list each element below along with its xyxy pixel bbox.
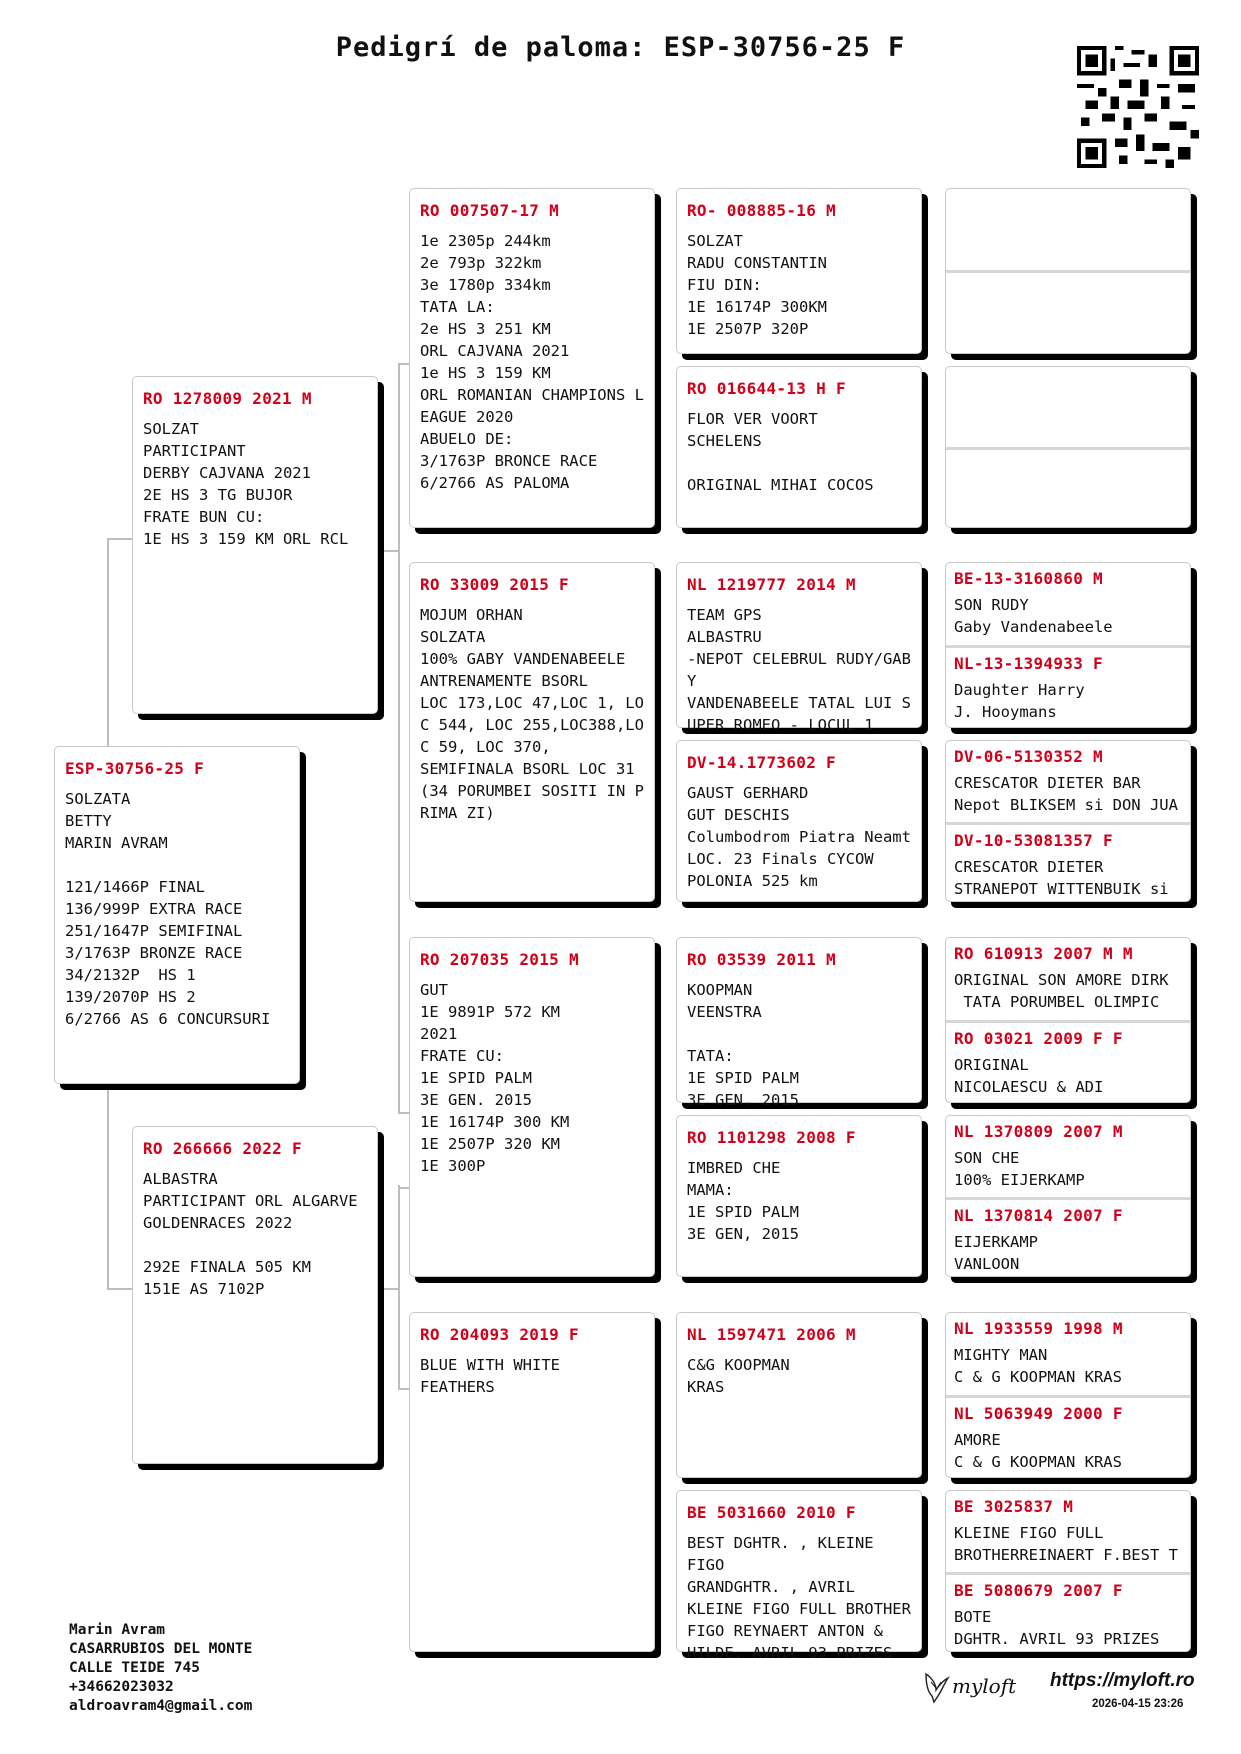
great-grandparent-card[interactable] xyxy=(676,1312,922,1478)
ancestor-slot[interactable] xyxy=(946,1491,1190,1572)
ancestor-pair-card[interactable] xyxy=(945,740,1191,902)
pigeon-details: MOJUM ORHAN SOLZATA 100% GABY VANDENABEELE ANTRENAMENTE BSORL LOC 173,LOC 47,LOC 1, LOC 544, LOC 255,LOC388,LOC 59, LOC 370, SEMIFINALA BSORL LOC 31 (34 PORUMBEI SOSITI IN PRIMA ZI) xyxy=(420,606,644,822)
ring-id: DV-14.1773602 F xyxy=(687,753,836,772)
ring-id: NL 5063949 2000 F xyxy=(954,1404,1123,1423)
sire-card[interactable] xyxy=(132,376,378,714)
ring-id: NL 1370814 2007 F xyxy=(954,1206,1123,1225)
website-link[interactable]: https://myloft.ro xyxy=(1050,1670,1195,1691)
owner-contact xyxy=(69,1621,252,1716)
ancestor-pair-card[interactable] xyxy=(945,1115,1191,1277)
pigeon-details: ALBASTRA PARTICIPANT ORL ALGARVE GOLDENRACES 2022 292E FINALA 505 KM 151E AS 7102P xyxy=(143,1170,358,1298)
ring-id: RO 204093 2019 F xyxy=(420,1325,579,1344)
ancestor-slot[interactable] xyxy=(946,1020,1190,1104)
ancestor-pair-card[interactable] xyxy=(945,1312,1191,1478)
pigeon-details: EIJERKAMP VANLOON xyxy=(954,1233,1038,1273)
qr-code xyxy=(1077,46,1199,168)
pigeon-details: ORIGINAL NICOLAESCU & ADI xyxy=(954,1056,1104,1096)
grandparent-card[interactable] xyxy=(409,1312,655,1652)
ring-id: RO 016644-13 H F xyxy=(687,379,846,398)
ring-id: RO- 008885-16 M xyxy=(687,201,836,220)
connector-line xyxy=(398,363,409,365)
pigeon-details: ORIGINAL SON AMORE DIRK TATA PORUMBEL OLIMPIC xyxy=(954,971,1169,1011)
ring-id: RO 1278009 2021 M xyxy=(143,389,312,408)
grandparent-card[interactable] xyxy=(409,562,655,902)
pigeon-details: MIGHTY MAN C & G KOOPMAN KRAS xyxy=(954,1346,1122,1386)
ancestor-slot[interactable] xyxy=(946,1313,1190,1395)
pigeon-details: SON RUDY Gaby Vandenabeele xyxy=(954,596,1113,636)
ancestor-slot[interactable] xyxy=(946,741,1190,822)
ring-id: RO 007507-17 M xyxy=(420,201,560,220)
pigeon-details: SOLZAT PARTICIPANT DERBY CAJVANA 2021 2E HS 3 TG BUJOR FRATE BUN CU: 1E HS 3 159 KM ORL RCL xyxy=(143,420,349,548)
ring-id: BE 5031660 2010 F xyxy=(687,1503,856,1522)
great-grandparent-card[interactable] xyxy=(676,1115,922,1277)
ring-id: RO 207035 2015 M xyxy=(420,950,579,969)
ring-id: DV-10-53081357 F xyxy=(954,831,1113,850)
connector-line xyxy=(107,1288,132,1290)
pigeon-details: BOTE DGHTR. AVRIL 93 PRIZES xyxy=(954,1608,1160,1648)
great-grandparent-card[interactable] xyxy=(676,1490,922,1662)
connector-line xyxy=(382,1288,400,1290)
generated-timestamp: 2026-04-15 23:26 xyxy=(1092,1698,1184,1710)
pigeon-details: 1e 2305p 244km 2e 793p 322km 3e 1780p 334km TATA LA: 2e HS 3 251 KM ORL CAJVANA 2021 1e HS 3 159 KM ORL ROMANIAN CHAMPIONS LEAGUE 2020 ABUELO DE: 3/1763P BRONCE RACE 6/2766 AS PALOMA xyxy=(420,232,644,492)
pigeon-details xyxy=(946,456,1190,462)
ancestor-pair-card[interactable] xyxy=(945,188,1191,354)
ring-id: BE-13-3160860 M xyxy=(954,569,1103,588)
pigeon-logo-icon xyxy=(922,1670,950,1704)
ring-id: BE 5080679 2007 F xyxy=(954,1581,1123,1600)
ancestor-slot[interactable] xyxy=(946,270,1190,355)
grandparent-card[interactable] xyxy=(409,937,655,1277)
ancestor-slot[interactable] xyxy=(946,1395,1190,1479)
ring-id: BE 3025837 M xyxy=(954,1497,1074,1516)
ring-id: NL-13-1394933 F xyxy=(954,654,1103,673)
ancestor-slot[interactable] xyxy=(946,938,1190,1020)
ancestor-pair-card[interactable] xyxy=(945,366,1191,528)
pigeon-details: KOOPMAN VEENSTRA TATA: 1E SPID PALM 3E GEN. 2015 xyxy=(687,981,799,1109)
ancestor-slot[interactable] xyxy=(946,1116,1190,1197)
page-title: Pedigrí de paloma: ESP-30756-25 F xyxy=(335,32,906,63)
great-grandparent-card[interactable] xyxy=(676,366,922,528)
great-grandparent-card[interactable] xyxy=(676,188,922,354)
ring-id: RO 03021 2009 F F xyxy=(954,1029,1123,1048)
owner-phone: +34662023032 xyxy=(69,1679,174,1695)
owner-name: Marin Avram xyxy=(69,1622,166,1638)
owner-email[interactable]: aldroavram4@gmail.com xyxy=(69,1698,253,1714)
great-grandparent-card[interactable] xyxy=(676,562,922,734)
owner-address-line: CALLE TEIDE 745 xyxy=(69,1660,200,1676)
ring-id: ESP-30756-25 F xyxy=(65,759,205,778)
ring-id: DV-06-5130352 M xyxy=(954,747,1103,766)
pigeon-details: Daughter Harry J. Hooymans xyxy=(954,681,1085,721)
ancestor-slot[interactable] xyxy=(946,563,1190,645)
pigeon-details: TEAM GPS ALBASTRU -NEPOT CELEBRUL RUDY/GABY VANDENABEELE TATAL LUI SUPER ROMEO - LOCUL 1 xyxy=(687,606,911,734)
pigeon-details: SOLZAT RADU CONSTANTIN FIU DIN: 1E 16174P 300KM 1E 2507P 320P xyxy=(687,232,827,338)
ancestor-pair-card[interactable] xyxy=(945,937,1191,1103)
grandparent-card[interactable] xyxy=(409,188,655,528)
ancestor-slot[interactable] xyxy=(946,367,1190,447)
ring-id: NL 1370809 2007 M xyxy=(954,1122,1123,1141)
ancestor-slot[interactable] xyxy=(946,447,1190,529)
ring-id: RO 1101298 2008 F xyxy=(687,1128,856,1147)
pigeon-details: CRESCATOR DIETER BAR Nepot BLIKSEM si DON JUA xyxy=(954,774,1178,814)
ring-id: RO 610913 2007 M M xyxy=(954,944,1133,963)
pigeon-details xyxy=(946,373,1190,379)
pigeon-details xyxy=(946,195,1190,201)
connector-line xyxy=(107,538,132,540)
ancestor-slot[interactable] xyxy=(946,1572,1190,1653)
pigeon-details: FLOR VER VOORT SCHELENS ORIGINAL MIHAI COCOS xyxy=(687,410,874,494)
great-grandparent-card[interactable] xyxy=(676,740,922,902)
pigeon-details: GUT 1E 9891P 572 KM 2021 FRATE CU: 1E SPID PALM 3E GEN. 2015 1E 16174P 300 KM 1E 2507P 320 KM 1E 300P xyxy=(420,981,570,1175)
great-grandparent-card[interactable] xyxy=(676,937,922,1109)
ring-id: RO 266666 2022 F xyxy=(143,1139,302,1158)
connector-line xyxy=(398,1185,400,1389)
pigeon-details: AMORE C & G KOOPMAN KRAS xyxy=(954,1431,1122,1471)
ancestor-slot[interactable] xyxy=(946,189,1190,270)
pigeon-details: SOLZATA BETTY MARIN AVRAM 121/1466P FINAL 136/999P EXTRA RACE 251/1647P SEMIFINAL 3/1763P BRONZE RACE 34/2132P HS 1 139/2070P HS 2 6/2766 AS 6 CONCURSURI xyxy=(65,790,271,1028)
connector-line xyxy=(382,550,400,552)
pigeon-details: SON CHE 100% EIJERKAMP xyxy=(954,1149,1085,1189)
pigeon-details: BEST DGHTR. , KLEINE FIGO GRANDGHTR. , AVRIL KLEINE FIGO FULL BROTHER FIGO REYNAERT ANTON & HILDE. AVRIL 93 PRIZES xyxy=(687,1534,911,1662)
pigeon-details: GAUST GERHARD GUT DESCHIS Columbodrom Piatra Neamt LOC. 23 Finals CYCOW POLONIA 525 km xyxy=(687,784,911,890)
pigeon-details xyxy=(946,279,1190,285)
ring-id: RO 33009 2015 F xyxy=(420,575,569,594)
pigeon-details: KLEINE FIGO FULL BROTHERREINAERT F.BEST T xyxy=(954,1524,1178,1564)
ancestor-pair-card[interactable] xyxy=(945,562,1191,728)
dam-card[interactable] xyxy=(132,1126,378,1464)
brand-name: myloft xyxy=(952,1674,1017,1698)
pigeon-details: CRESCATOR DIETER STRANEPOT WITTENBUIK si xyxy=(954,858,1169,898)
ring-id: RO 03539 2011 M xyxy=(687,950,836,969)
ancestor-slot[interactable] xyxy=(946,822,1190,903)
ring-id: NL 1219777 2014 M xyxy=(687,575,856,594)
pigeon-details: C&G KOOPMAN KRAS xyxy=(687,1356,790,1396)
ring-id: NL 1597471 2006 M xyxy=(687,1325,856,1344)
ring-id: NL 1933559 1998 M xyxy=(954,1319,1123,1338)
connector-line xyxy=(398,1187,409,1189)
connector-line xyxy=(398,1112,409,1114)
connector-line xyxy=(398,1388,409,1390)
connector-line xyxy=(398,363,400,1113)
subject-card[interactable] xyxy=(54,746,300,1084)
ancestor-slot[interactable] xyxy=(946,1197,1190,1278)
ancestor-pair-card[interactable] xyxy=(945,1490,1191,1652)
pigeon-details: IMBRED CHE MAMA: 1E SPID PALM 3E GEN, 2015 xyxy=(687,1159,799,1243)
pigeon-details: BLUE WITH WHITE FEATHERS xyxy=(420,1356,560,1396)
ancestor-slot[interactable] xyxy=(946,645,1190,729)
owner-address-line: CASARRUBIOS DEL MONTE xyxy=(69,1641,253,1657)
